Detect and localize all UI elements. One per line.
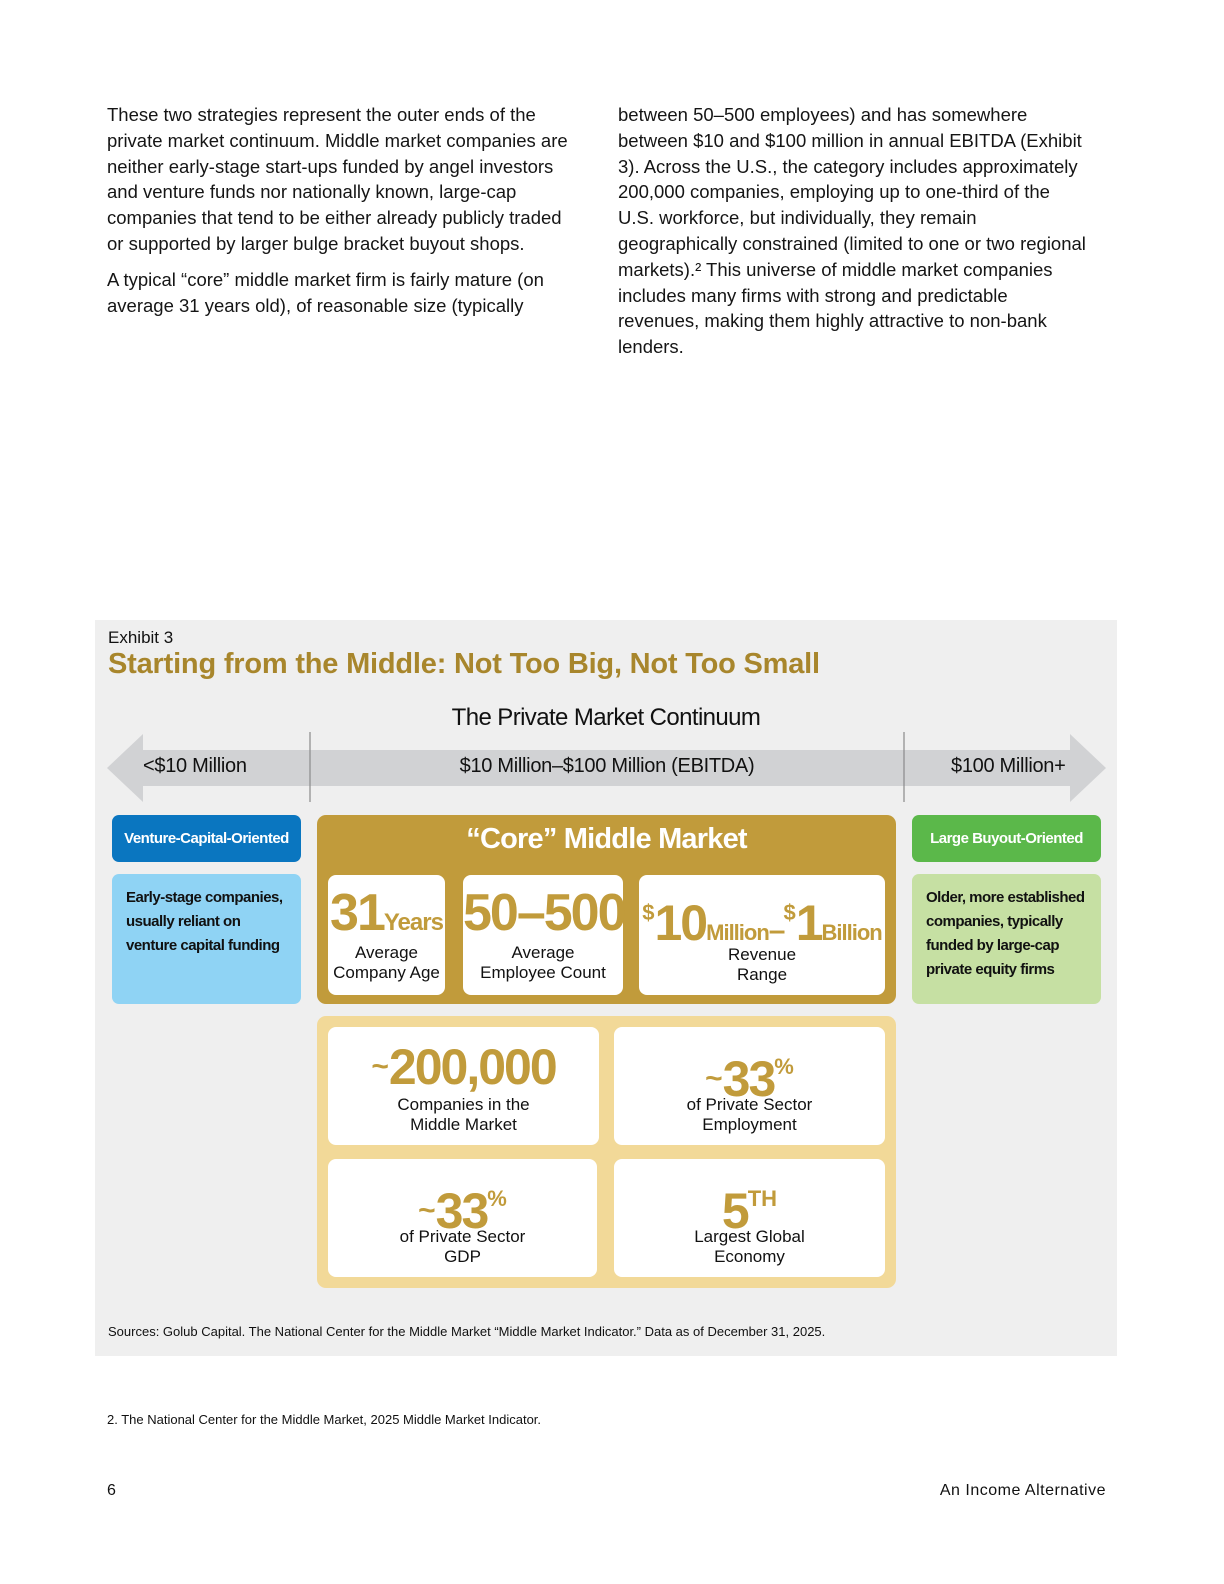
caption-line: Average bbox=[354, 943, 418, 962]
employee-count-caption bbox=[463, 943, 623, 983]
large-buyout-description bbox=[912, 874, 1101, 1004]
venture-capital-description bbox=[112, 874, 301, 1004]
percent-sign: % bbox=[487, 1186, 507, 1211]
body-paragraph: between 50–500 employees) and has somewhere between $10 and $100 million in annual EBITDA (Exhibit 3). Across the U.S., the category includes approximately 200,000 companies, employing up to one-third of the U.S. workforce, but individually, they remain geographically constrained (limited to one or two regional markets).² This universe of middle market companies includes many firms with strong and predictable revenues, making them highly attractive to non-bank lenders. bbox=[618, 104, 1086, 358]
caption-line: GDP bbox=[444, 1247, 481, 1266]
caption-line: of Private Sector bbox=[686, 1095, 813, 1114]
document-title: An Income Alternative bbox=[939, 1482, 1106, 1499]
age-unit: Years bbox=[383, 909, 443, 936]
exhibit-sources: Sources: Golub Capital. The National Center for the Middle Market “Middle Market Indicator.” Data as of December 31, 2025. bbox=[108, 1324, 826, 1339]
description-line: private equity firms bbox=[926, 961, 1055, 978]
revenue-high-value: 1 bbox=[795, 895, 822, 951]
company-age-card bbox=[328, 875, 445, 995]
description-line: usually reliant on bbox=[126, 913, 241, 930]
caption-line: Employment bbox=[702, 1115, 797, 1134]
body-column-right bbox=[618, 102, 1088, 370]
companies-stat-caption bbox=[328, 1095, 599, 1135]
approx-symbol: ~ bbox=[705, 1062, 723, 1095]
large-buyout-label: Large Buyout-Oriented bbox=[912, 815, 1101, 862]
stat-number: 33 bbox=[435, 1183, 488, 1239]
caption-line: Employee Count bbox=[480, 963, 606, 982]
stat-number: 5 bbox=[721, 1183, 748, 1239]
body-paragraph: A typical “core” middle market firm is fairly mature (on average 31 years old), of reasonable size (typically bbox=[107, 268, 544, 316]
company-age-caption bbox=[328, 943, 445, 983]
revenue-range-caption bbox=[639, 945, 885, 985]
age-number: 31 bbox=[330, 884, 384, 942]
body-paragraph: These two strategies represent the outer ends of the private market continuum. Middle market companies are neither early-stage start-ups funded by angel investors and venture funds nor nationally known, large-cap companies that tend to be either already publicly traded or supported by larger bulge bracket buyout shops. bbox=[107, 104, 568, 254]
revenue-high-unit: Billion bbox=[821, 920, 882, 945]
caption-line: Middle Market bbox=[410, 1115, 517, 1134]
description-line: Older, more established bbox=[926, 889, 1085, 906]
core-middle-market-title: “Core” Middle Market bbox=[466, 823, 747, 855]
approx-symbol: ~ bbox=[418, 1194, 436, 1227]
footnote: 2. The National Center for the Middle Market, 2025 Middle Market Indicator. bbox=[107, 1412, 542, 1427]
stat-number: 33 bbox=[722, 1051, 775, 1107]
exhibit-label: Exhibit 3 bbox=[108, 628, 174, 647]
economy-rank-stat-caption bbox=[614, 1227, 885, 1267]
revenue-low-value: 10 bbox=[654, 895, 707, 951]
gdp-stat-caption bbox=[328, 1227, 597, 1267]
companies-stat-value bbox=[328, 1037, 599, 1097]
caption-line: Average bbox=[511, 943, 575, 962]
companies-stat-card bbox=[328, 1027, 599, 1145]
revenue-range-card bbox=[639, 875, 885, 995]
arrow-label-left: <$10 Million bbox=[143, 755, 247, 777]
exhibit-3 bbox=[95, 620, 1117, 1356]
caption-line: Revenue bbox=[727, 945, 797, 964]
stat-number: 200,000 bbox=[388, 1039, 556, 1095]
description-line: companies, typically bbox=[926, 913, 1063, 930]
caption-line: Companies in the bbox=[397, 1095, 530, 1114]
percent-sign: % bbox=[774, 1054, 794, 1079]
economy-rank-stat-card bbox=[614, 1159, 885, 1277]
revenue-low-unit: Million bbox=[706, 920, 769, 945]
description-line: Early-stage companies, bbox=[126, 889, 283, 906]
arrow-label-middle: $10 Million–$100 Million (EBITDA) bbox=[459, 755, 755, 777]
caption-line: of Private Sector bbox=[399, 1227, 526, 1246]
caption-line: Economy bbox=[714, 1247, 785, 1266]
revenue-dollar-sign: $ bbox=[642, 900, 655, 925]
venture-capital-label: Venture-Capital-Oriented bbox=[112, 815, 301, 862]
employee-count-card bbox=[463, 875, 623, 995]
caption-line: Largest Global bbox=[694, 1227, 805, 1246]
gdp-stat-card bbox=[328, 1159, 597, 1277]
caption-line: Company Age bbox=[333, 963, 440, 982]
core-middle-market-panel bbox=[317, 815, 896, 1004]
description-line: funded by large-cap bbox=[926, 937, 1060, 954]
arrow-label-right: $100 Million+ bbox=[951, 755, 1066, 777]
body-column-left bbox=[107, 102, 577, 328]
employee-count-value: 50–500 bbox=[463, 884, 625, 942]
continuum-title: The Private Market Continuum bbox=[451, 704, 761, 731]
approx-symbol: ~ bbox=[371, 1050, 389, 1083]
employment-stat-card bbox=[614, 1027, 885, 1145]
revenue-dash: – bbox=[768, 914, 784, 947]
description-line: venture capital funding bbox=[126, 937, 280, 954]
ordinal-suffix: TH bbox=[747, 1186, 778, 1211]
middle-market-stats-panel bbox=[317, 1016, 896, 1288]
revenue-dollar-sign: $ bbox=[783, 900, 796, 925]
employment-stat-caption bbox=[614, 1095, 885, 1135]
exhibit-title: Starting from the Middle: Not Too Big, Not Too Small bbox=[108, 648, 820, 680]
page-number: 6 bbox=[107, 1482, 116, 1499]
caption-line: Range bbox=[736, 965, 788, 984]
